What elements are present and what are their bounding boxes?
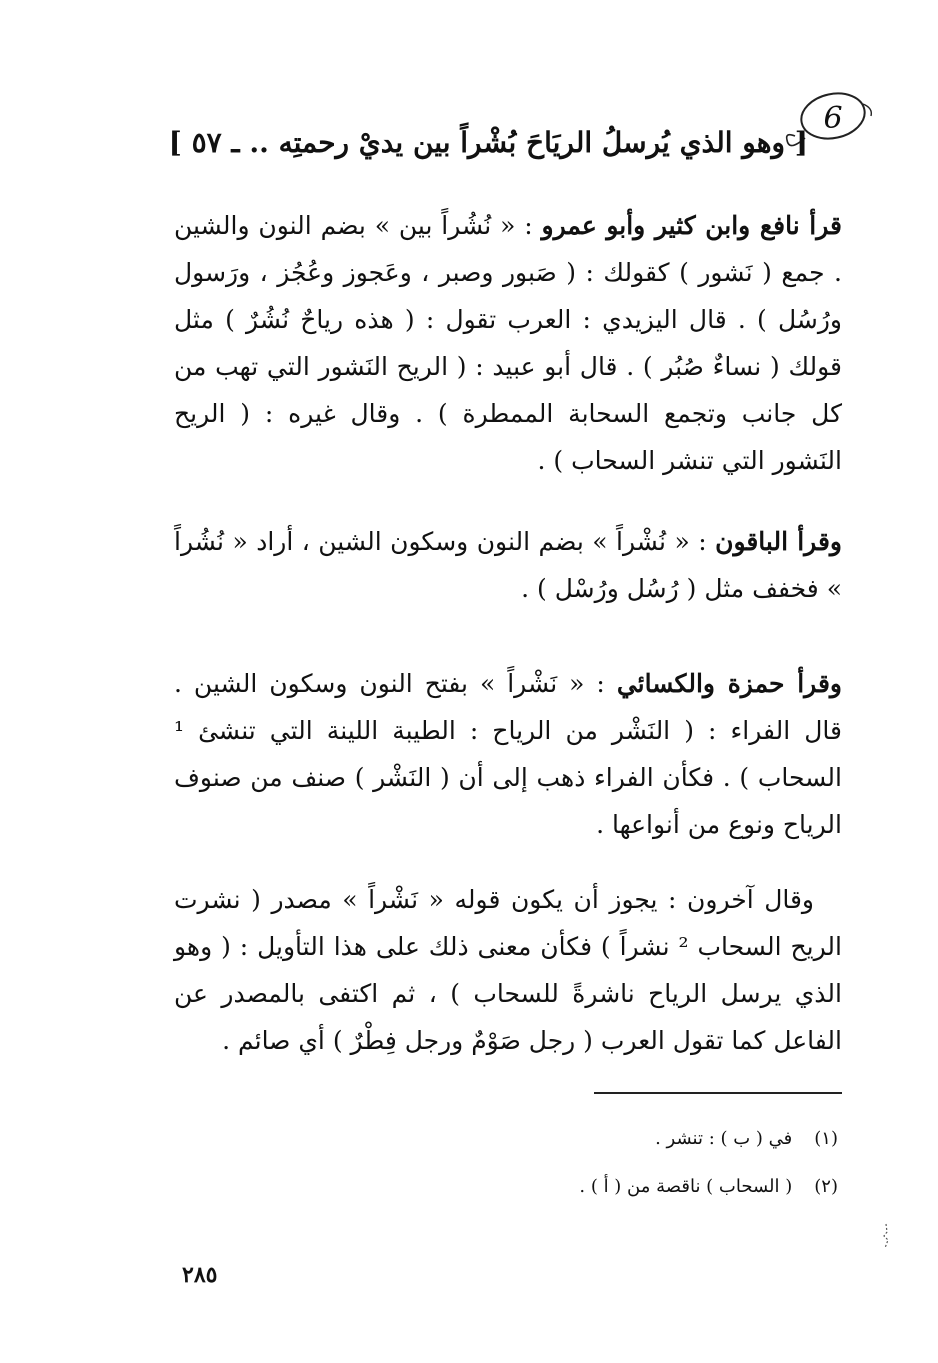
margin-note-text: 6 bbox=[823, 101, 843, 136]
paragraph-body: وقال آخرون : يجوز أن يكون قوله « نَشْراً » مصدر ( نشرت الريح السحاب ² نشراً ) فكأن معنى ذلك على هذا التأويل : ( وهو الذي يرسل الرياح ناشرةً للسحاب ) ، ثم اكتفى بالمصدر عن الفاعل كما تقول العرب ( رجل صَوْمٌ ورجل فِطْرٌ ) أي صائم . bbox=[174, 885, 842, 1055]
scan-speck bbox=[880, 1222, 892, 1252]
page-number: ٢٨٥ bbox=[182, 1262, 218, 1288]
footnote-2 bbox=[579, 1174, 838, 1200]
footnote-text: في ( ب ) : تنشر . bbox=[655, 1128, 793, 1149]
verse-heading: [ وهو الذي يُرسلُ الريَاحَ بُشْراً بين يديْ رحمتِه .. ـ ٥٧ ] bbox=[168, 126, 808, 159]
paragraph-lead: وقرأ حمزة والكسائي bbox=[616, 669, 842, 698]
paragraph-1 bbox=[174, 202, 842, 484]
footnote-text: ( السحاب ) ناقصة من ( أ ) . bbox=[579, 1176, 793, 1197]
footnote-divider bbox=[594, 1092, 842, 1094]
footnote-number: (١) bbox=[814, 1128, 838, 1149]
paragraph-lead: قرأ نافع وابن كثير وأبو عمرو bbox=[541, 211, 842, 240]
paragraph-body: : « نُشُراً بين » بضم النون والشين . جمع ( نَشور ) كقولك : ( صَبور وصبر ، وعَجوز وعُجُز ، ورَسول ورُسُل ) . قال اليزيدي : العرب تقول : ( هذه رياحٌ نُشُرٌ ) مثل قولك ( نساءٌ صُبُر ) . قال أبو عبيد : ( الريح النَشور التي تهب من كل جانب وتجمع السحابة الممطرة ) . وقال غيره : ( الريح النَشور التي تنشر السحاب ) . bbox=[174, 211, 842, 475]
paragraph-body: : « نُشْراً » بضم النون وسكون الشين ، أراد « نُشُراً » فخفف مثل ( رُسُل ورُسْل ) . bbox=[174, 527, 842, 603]
paragraph-3 bbox=[174, 660, 842, 848]
footnote-number: (٢) bbox=[814, 1176, 838, 1197]
paragraph-body: : « نَشْراً » بفتح النون وسكون الشين . قال الفراء : ( النَشْر من الرياح : الطيبة اللينة التي تنشئ ¹ السحاب ) . فكأن الفراء ذهب إلى أن ( النَشْر ) صنف من صنوف الرياح ونوع من أنواعها . bbox=[174, 669, 842, 839]
paragraph-lead: وقرأ الباقون bbox=[715, 527, 842, 556]
paragraph-4 bbox=[174, 876, 842, 1064]
footnote-1 bbox=[655, 1126, 838, 1152]
paragraph-2 bbox=[174, 518, 842, 612]
